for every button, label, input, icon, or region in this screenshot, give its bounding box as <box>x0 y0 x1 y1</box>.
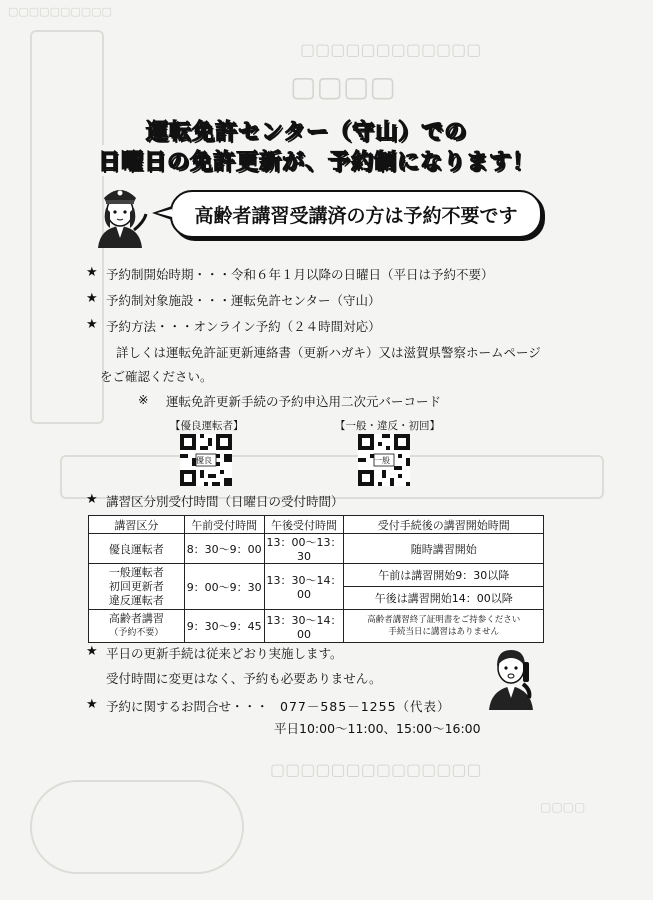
row-start-pm: 午後は講習開始14：00以降 <box>344 587 544 610</box>
star-bullet-icon: ★ <box>86 291 98 306</box>
table-row <box>89 534 544 564</box>
row-category: 優良運転者 <box>89 534 185 564</box>
schedule-heading: 講習区分別受付時間（日曜日の受付時間） <box>106 494 344 509</box>
col-header-start: 受付手続後の講習開始時間 <box>344 516 544 534</box>
details-line2: をご確認ください。 <box>100 369 213 384</box>
qr-label-excellent: 【優良運転者】 <box>170 420 244 432</box>
table-header-row <box>89 516 544 534</box>
star-bullet-icon: ★ <box>86 697 98 712</box>
qr-center-text-general: 一般 <box>374 456 390 465</box>
qr-center-text-excellent: 優良 <box>196 456 212 465</box>
bullet-start-period: 予約制開始時期・・・令和６年１月以降の日曜日（平日は予約不要） <box>106 267 494 282</box>
callout-bubble <box>170 190 542 238</box>
qr-note-text: 運転免許更新手続の予約申込用二次元バーコード <box>166 394 442 409</box>
contact-label: 予約に関するお問合せ・・・ <box>106 699 269 714</box>
senior-note-line: 高齢者講習終了証明書をご持参ください <box>367 615 521 625</box>
row-start: 随時講習開始 <box>344 534 544 564</box>
row-pm: 13：00～13：30 <box>264 534 344 564</box>
weekday-line1: 平日の更新手続は従来どおり実施します。 <box>106 646 343 661</box>
col-header-pm: 午後受付時間 <box>264 516 344 534</box>
row-start-am: 午前は講習開始9：30以降 <box>344 564 544 587</box>
star-bullet-icon: ★ <box>86 317 98 332</box>
row-am: 9：00～9：30 <box>184 564 264 610</box>
col-header-am: 午前受付時間 <box>184 516 264 534</box>
col-header-category: 講習区分 <box>89 516 185 534</box>
qr-code-general[interactable] <box>358 434 410 486</box>
qr-note-mark: ※ <box>138 392 149 407</box>
category-line: 初回更新者 <box>108 579 164 593</box>
bullet-facility: 予約制対象施設・・・運転免許センター（守山） <box>106 293 381 308</box>
contact-hours: 平日10:00～11:00、15:00～16:00 <box>274 721 481 736</box>
row-am: 8：30～9：00 <box>184 534 264 564</box>
row-start-senior <box>344 610 544 643</box>
phone-operator-illustration <box>483 640 539 712</box>
star-bullet-icon: ★ <box>86 265 98 280</box>
row-pm: 13：30～14：00 <box>264 564 344 610</box>
qr-code-excellent[interactable] <box>180 434 232 486</box>
table-row <box>89 610 544 643</box>
row-am: 9：30～9：45 <box>184 610 264 643</box>
bullet-method: 予約方法・・・オンライン予約（２４時間対応） <box>106 319 381 334</box>
row-category-senior <box>89 610 185 643</box>
row-pm: 13：30～14：00 <box>264 610 344 643</box>
star-bullet-icon: ★ <box>86 492 98 507</box>
contact-phone[interactable]: 077－585－1255（代表） <box>280 699 451 714</box>
category-note: （予約不要） <box>109 628 164 638</box>
details-line1: 詳しくは運転免許証更新連絡書（更新ハガキ）又は滋賀県警察ホームページ <box>116 345 541 360</box>
schedule-table <box>88 515 544 643</box>
weekday-line2: 受付時間に変更はなく、予約も必要ありません。 <box>106 671 382 686</box>
table-row <box>89 564 544 587</box>
senior-note-line: 手続当日に講習はありません <box>388 627 499 637</box>
category-line: 違反運転者 <box>108 593 164 607</box>
category-label: 高齢者講習 <box>108 612 164 625</box>
qr-label-general: 【一般・違反・初回】 <box>335 420 440 432</box>
star-bullet-icon: ★ <box>86 644 98 659</box>
category-line: 一般運転者 <box>108 565 164 579</box>
page-title-line1: 運転免許センター（守山）での <box>140 115 473 146</box>
row-category-multi <box>89 564 185 610</box>
bubble-tail-inner <box>157 209 172 217</box>
police-officer-illustration <box>88 178 152 252</box>
page-title-line2: 日曜日の免許更新が、予約制になります！ <box>92 145 541 176</box>
callout-text: 高齢者講習受講済の方は予約不要です <box>194 204 518 227</box>
